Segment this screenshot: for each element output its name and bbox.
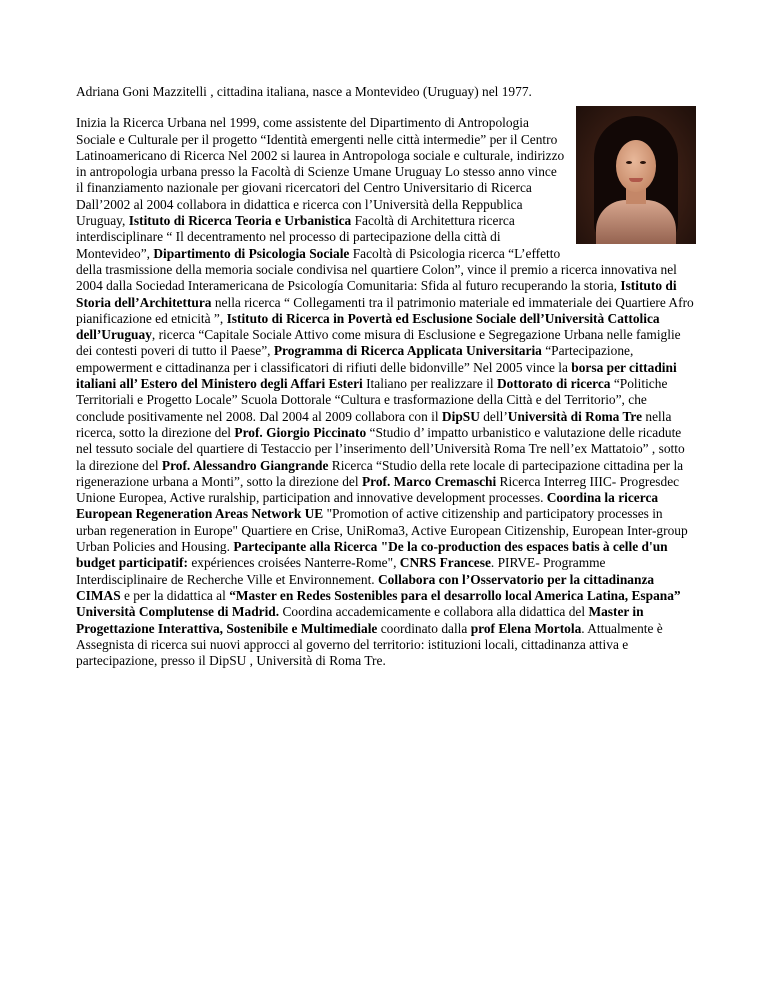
bio-bold-run: Prof. Marco Cremaschi <box>361 473 497 489</box>
bio-text-run: , ricerca “Capitale Sociale Attivo come misura di Esclusione e Segregazione Urbana nelle famiglie dei contesti poveri di tutto il Paese”, <box>76 327 681 359</box>
bio-text-run: Facoltà di Architettura ricerca interdisciplinare “ Il decentramento nel processo di partecipazione della città di Montevideo”, <box>76 213 515 261</box>
bio-text-run: . PIRVE- Programme Interdisciplinaire de Recherche Ville et Environnement. <box>76 555 606 587</box>
bio-text-run: expériences croisées Nanterre-Rome", <box>187 555 400 571</box>
bio-bold-run: prof Elena Mortola <box>470 620 582 636</box>
bio-bold-run: Dottorato di ricerca <box>496 376 611 392</box>
bio-bold-run: Istituto di Ricerca Teoria e Urbanistica <box>128 213 352 229</box>
bio-bold-run: borsa per cittadini italiani all’ Estero del Ministero degli Affari Esteri <box>76 359 677 392</box>
bio-text-run: Coordina accademicamente e collabora alla didattica del <box>279 604 589 620</box>
bio-text-run: “Politiche Territoriali e Progetto Locale” Scuola Dottorale “Cultura e trasformazione della Città e del Territorio”, che conclude positivamente nel 2008. Dal 2004 al 2009 collabora con il <box>76 376 668 424</box>
bio-bold-run: Prof. Alessandro Giangrande <box>161 457 329 473</box>
bio-bold-run: Partecipante alla Ricerca "De la co-production des espaces batis à celle d'un budget participatif: <box>76 539 668 571</box>
biography-paragraph <box>76 115 696 669</box>
intro-line: Adriana Goni Mazzitelli , cittadina italiana, nasce a Montevideo (Uruguay) nel 1977. <box>76 84 532 99</box>
bio-bold-run: Istituto di Ricerca in Povertà ed Esclusione Sociale dell’Università Cattolica dell’Uruguay <box>76 310 660 343</box>
bio-bold-run: Coordina la ricerca European Regeneration Areas Network UE <box>76 490 659 522</box>
bio-text-run: e per la didattica al <box>120 587 230 603</box>
bio-bold-run: Dipartimento di Psicologia Sociale <box>153 245 350 261</box>
bio-bold-run: CNRS Francese <box>399 555 491 571</box>
bio-bold-run: Istituto di Storia dell’Architettura <box>76 278 677 310</box>
bio-text-run: Ricerca “Studio della rete locale di partecipazione cittadina per la rigenerazione urbana a Monti”, sotto la direzione del <box>76 457 684 489</box>
bio-bold-run: Programma di Ricerca Applicata Universitaria <box>273 343 542 359</box>
bio-text-run: dell’ <box>479 408 508 424</box>
bio-text-run: coordinato dalla <box>377 620 471 636</box>
portrait-photo <box>576 106 696 244</box>
bio-text-run: “Studio d’ impatto urbanistico e valutazione delle ricadute nel tessuto sociale del quartiere di Testaccio per l’inserimento dell’Università Roma Tre nell’ex Mattatoio” , sotto la direzione del <box>76 424 685 473</box>
bio-text-run: Italiano per realizzare il <box>362 376 497 392</box>
bio-text-run: nella ricerca, sotto la direzione del <box>76 408 672 440</box>
bio-text-run: Inizia la Ricerca Urbana nel 1999, come assistente del Dipartimento di Antropologia Sociale e Culturale per il progetto “Identità emergenti nelle città intermedie” per il Centro Latinoamericano di Ricerca Nel 2002 si laurea in Antropologa sociale e culturale, indirizzo in antropologia urbana presso la Facoltà di Scienze Umane Uruguay Lo stesso anno vince il finanziamento nazionale per giovani ricercatori del Centro Universitario di Ricerca Dall’2002 al 2004 collabora in didattica e ricerca con l’Università della Reppublica Uruguay, <box>76 115 565 229</box>
bio-text-run: "Promotion of active citizenship and participatory processes in urban regeneration in Europe" Quartiere en Crise, UniRoma3, Active European Citizenship, European Inter-group Urban Policies and Housing. <box>76 506 688 555</box>
document-page <box>76 84 696 669</box>
bio-text-run: . Attualmente è Assegnista di ricerca sui nuovi approcci al governo del territorio: istituzioni locali, cittadinanza attiva e partecipazione, presso il DipSU , Università di Roma Tre. <box>76 620 663 669</box>
bio-bold-run: “Master en Redes Sostenibles para el desarrollo local America Latina, Espana” Università Complutense di Madrid. <box>76 587 681 620</box>
bio-bold-run: Università di Roma Tre <box>507 408 643 424</box>
bio-bold-run: DipSU <box>441 408 480 424</box>
bio-bold-run: Master in Progettazione Interattiva, Sostenibile e Multimediale <box>76 604 644 636</box>
bio-text-run: Ricerca Interreg IIIC- Progresdec Unione Europea, Active ruralship, participation and innovative development processes. <box>76 473 680 506</box>
bio-text-run: nella ricerca “ Collegamenti tra il patrimonio materiale ed immateriale dei Quartiere Afro pianificazione ed etnicità ”, <box>76 294 694 326</box>
bio-text-run: Facoltà di Psicologia ricerca “L’effetto della trasmissione della memoria sociale condivisa nel quartiere Colon”, vince il premio a ricerca innovativa nel 2004 dalla Sociedad Interamericana de Psicología Comunitaria: Sfida al futuro recuperando la storia, <box>76 245 677 294</box>
bio-text-run: “Partecipazione, empowerment e cittadinanza per i classificatori di rifiuti delle bidonville” Nel 2005 vince la <box>76 343 634 375</box>
bio-bold-run: Collabora con l’Osservatorio per la cittadinanza CIMAS <box>76 571 655 603</box>
bio-bold-run: Prof. Giorgio Piccinato <box>234 424 367 440</box>
portrait-face <box>616 140 656 192</box>
portrait-shirt <box>596 200 676 244</box>
